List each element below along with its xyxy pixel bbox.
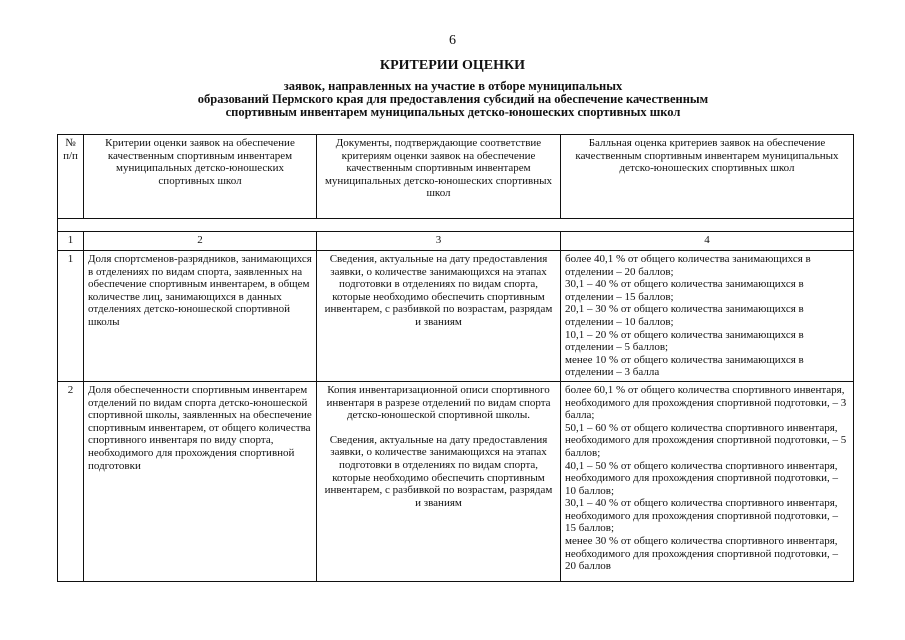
- document-paragraph: Копия инвентаризационной описи спортивного инвентаря в разрезе отделений по видам спорта детско-юношеской спортивной школы.: [326, 383, 551, 422]
- column-number-row: [58, 232, 854, 251]
- score-item: более 60,1 % от общего количества спортивного инвентаря, необходимого для прохождения спортивной подготовки, – 3 балла;: [565, 383, 847, 422]
- documents-cell: [317, 251, 561, 382]
- score-item: менее 10 % от общего количества занимающихся в отделении – 3 балла: [565, 353, 804, 379]
- header-documents: Документы, подтверждающие соответствие критериям оценки заявок на обеспечение качественным спортивным инвентарем муниципальных детско-юношеских спортивных школ: [317, 135, 561, 219]
- table-gap: [58, 219, 854, 232]
- criterion-cell: Доля обеспеченности спортивным инвентарем отделений по видам спорта детско-юношеской спортивной школы, заявленных на обеспечение спортивным инвентарем, от общего количества спортивного инвентаря по виду спорта, необходимого для прохождения спортивной подготовки: [84, 381, 317, 581]
- documents-cell: [317, 381, 561, 581]
- table-row: [58, 251, 854, 382]
- column-number: 1: [58, 232, 84, 251]
- document-subtitle: [100, 80, 806, 119]
- score-item: более 40,1 % от общего количества занимающихся в отделении – 20 баллов;: [565, 253, 811, 278]
- score-item: 30,1 – 40 % от общего количества занимающихся в отделении – 15 баллов;: [565, 278, 804, 303]
- score-item: 30,1 – 40 % от общего количества спортивного инвентаря, необходимого для прохождения спортивной подготовки, – 15 баллов;: [565, 497, 839, 535]
- score-item: 40,1 – 50 % от общего количества спортивного инвентаря, необходимого для прохождения спортивной подготовки, – 10 баллов;: [565, 459, 839, 497]
- criteria-table: [57, 134, 854, 582]
- score-item: 50,1 – 60 % от общего количества спортивного инвентаря, необходимого для прохождения спортивной подготовки, – 5 баллов;: [565, 421, 847, 459]
- document-title: КРИТЕРИИ ОЦЕНКИ: [379, 58, 526, 73]
- scores-cell: [561, 381, 854, 581]
- header-criteria: Критерии оценки заявок на обеспечение качественным спортивным инвентарем муниципальных детско-юношеских спортивных школ: [84, 135, 317, 219]
- subtitle-line: заявок, направленных на участие в отборе муниципальных: [283, 79, 623, 93]
- column-number: 4: [561, 232, 854, 251]
- column-number: 3: [317, 232, 561, 251]
- row-number: 1: [58, 251, 84, 382]
- table-row: [58, 381, 854, 581]
- document-paragraph: Сведения, актуальные на дату предоставления заявки, о количестве занимающихся на этапах подготовки в отделениях по видам спорта, которые необходимо обеспечить спортивным инвентарем, с разбивкой по возрастам, разрядам и званиям: [324, 253, 553, 328]
- document-paragraph: Сведения, актуальные на дату предоставления заявки, о количестве занимающихся на этапах подготовки в отделениях по видам спорта, которые необходимо обеспечить спортивным инвентарем, с разбивкой по возрастам, разрядам и званиям: [324, 433, 553, 509]
- score-item: 10,1 – 20 % от общего количества занимающихся в отделении – 5 баллов;: [565, 328, 804, 354]
- row-number: 2: [58, 381, 84, 581]
- score-item: менее 30 % от общего количества спортивного инвентаря, необходимого для прохождения спортивной подготовки, – 20 баллов: [565, 535, 839, 573]
- score-item: 20,1 – 30 % от общего количества занимающихся в отделении – 10 баллов;: [565, 303, 804, 328]
- subtitle-line: спортивным инвентарем муниципальных детско-юношеских спортивных школ: [225, 105, 681, 119]
- column-number: 2: [84, 232, 317, 251]
- header-scores: Балльная оценка критериев заявок на обеспечение качественным спортивным инвентарем муниципальных детско-юношеских спортивных школ: [561, 135, 854, 219]
- page-number: 6: [449, 33, 456, 48]
- criterion-cell: Доля спортсменов-разрядников, занимающихся в отделениях по видам спорта, заявленных на обеспечение спортивным инвентарем, в общем количестве лиц, занимающихся в данных отделениях детско-юношеской спортивной школы: [84, 251, 317, 382]
- scores-cell: [561, 251, 854, 382]
- table-header-row: [58, 135, 854, 219]
- header-number: № п/п: [58, 135, 84, 219]
- subtitle-line: образований Пермского края для предоставления субсидий на обеспечение качественным: [197, 92, 709, 106]
